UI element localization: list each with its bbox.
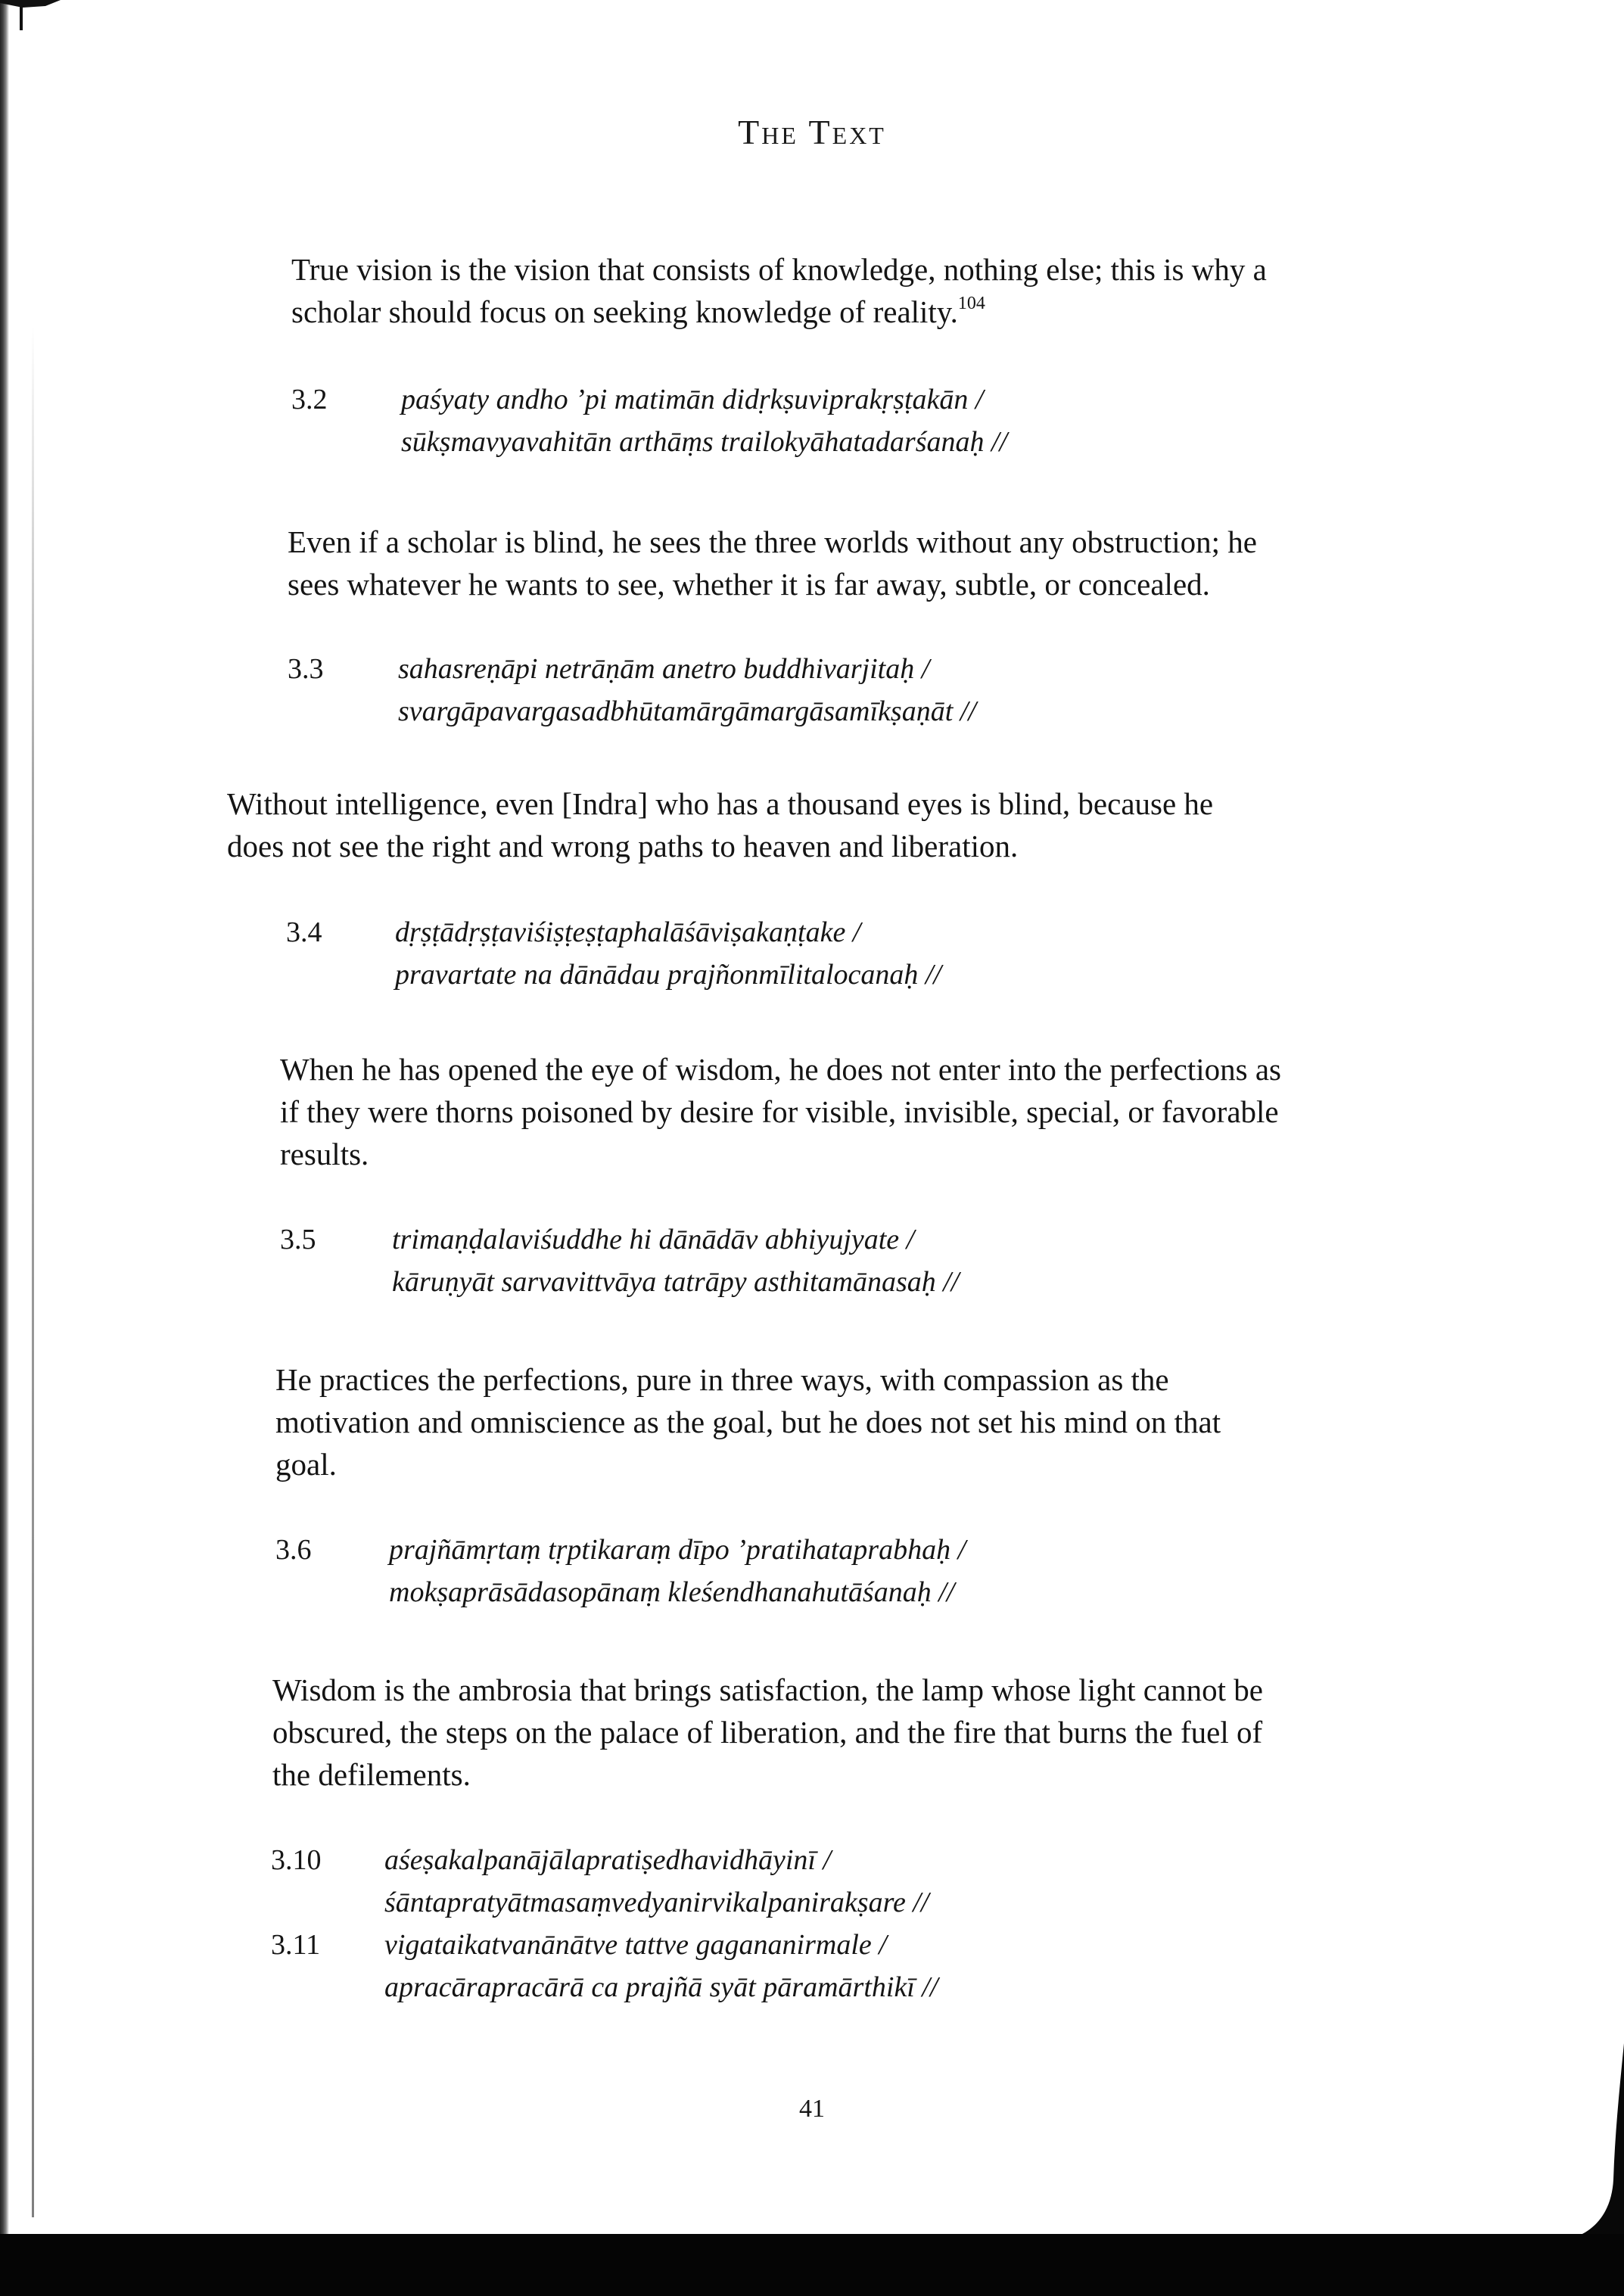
verse-line: kāruṇyāt sarvavittvāya tatrāpy asthitamānasaḥ // — [392, 1266, 960, 1298]
paragraph-text: Even if a scholar is blind, he sees the three worlds without any obstruction; he sees whatever he wants to see, whether it is far away, subtle, or concealed. — [288, 524, 1257, 602]
verse-line: prajñāmṛtaṃ tṛptikaraṃ dīpo ’pratihataprabhaḥ / — [389, 1534, 966, 1566]
translation-paragraph — [272, 1669, 1290, 1796]
footnote-reference: 104 — [957, 294, 985, 313]
verse-line: trimaṇḍalaviśuddhe hi dānādāv abhiyujyate / — [392, 1224, 915, 1255]
page-number: 41 — [799, 2095, 825, 2123]
verse-lines — [398, 648, 976, 733]
verse-block — [271, 1839, 1255, 1930]
verse-line: dṛṣṭādṛṣṭaviśiṣṭeṣṭaphalāśāviṣakaṇṭake / — [395, 916, 861, 948]
verse-number: 3.6 — [275, 1534, 312, 1566]
verse-line: śāntapratyātmasaṃvedyanirvikalpanirakṣare // — [384, 1887, 929, 1918]
verse-number: 3.4 — [286, 916, 322, 948]
verse-number: 3.5 — [280, 1224, 316, 1255]
verse-lines — [384, 1924, 938, 2008]
scan-bottom-band — [0, 2234, 1624, 2296]
verse-line: sūkṣmavyavahitān arthāṃs trailokyāhatadarśanaḥ // — [401, 426, 1008, 458]
scan-page-curl — [1566, 2043, 1624, 2240]
translation-paragraph — [275, 1358, 1290, 1486]
verse-line: paśyaty andho ’pi matimān didṛkṣuviprakṛṣṭakān / — [401, 384, 984, 415]
paragraph-text: True vision is the vision that consists of knowledge, nothing else; this is why a scholar should focus on seeking knowledge of reality. — [291, 252, 1267, 329]
verse-number: 3.11 — [271, 1929, 321, 1961]
verse-lines — [401, 378, 1007, 463]
paragraph-text: Without intelligence, even [Indra] who has a thousand eyes is blind, because he does not see the right and wrong paths to heaven and liberation. — [227, 786, 1214, 863]
translation-paragraph — [291, 248, 1298, 333]
verse-line: svargāpavargasadbhūtamārgāmargāsamīkṣaṇāt // — [398, 695, 976, 727]
paragraph-text: Wisdom is the ambrosia that brings satisfaction, the lamp whose light cannot be obscured, the steps on the palace of liberation, and the fire that burns the fuel of the defilements. — [272, 1672, 1263, 1792]
verse-number: 3.2 — [291, 384, 328, 415]
running-head: The Text — [738, 113, 886, 151]
scan-corner-mark — [0, 0, 61, 30]
scan-spine-shadow — [32, 23, 34, 2217]
verse-lines — [384, 1839, 929, 1924]
verse-line: vigataikatvanānātve tattve gagananirmale / — [384, 1929, 887, 1961]
verse-lines — [392, 1218, 959, 1303]
translation-paragraph — [227, 782, 1271, 867]
verse-line: apracārapracārā ca prajñā syāt pāramārthikī // — [384, 1971, 938, 2003]
paragraph-text: He practices the perfections, pure in three ways, with compassion as the motivation and omniscience as the goal, but he does not set his mind on that goal. — [275, 1362, 1221, 1482]
verse-line: pravartate na dānādau prajñonmīlitalocanaḥ // — [395, 959, 941, 991]
verse-line: sahasreṇāpi netrāṇām anetro buddhivarjitaḥ / — [398, 653, 930, 685]
verse-block — [280, 1218, 1264, 1309]
verse-lines — [389, 1529, 966, 1613]
paragraph-text: When he has opened the eye of wisdom, he does not enter into the perfections as if they were thorns poisoned by desire for visible, invisible, special, or favorable results. — [280, 1052, 1281, 1171]
verse-line: mokṣaprāsādasopānaṃ kleśendhanahutāśanaḥ // — [389, 1576, 955, 1608]
verse-number: 3.10 — [271, 1844, 322, 1876]
translation-paragraph — [288, 521, 1302, 605]
verse-block — [291, 378, 1275, 469]
verse-line: aśeṣakalpanājālapratiṣedhavidhāyinī / — [384, 1844, 832, 1876]
verse-number: 3.3 — [288, 653, 324, 685]
scan-left-edge — [0, 0, 9, 2240]
verse-block — [286, 911, 1270, 1002]
translation-paragraph — [280, 1048, 1294, 1175]
verse-block — [271, 1924, 1255, 2014]
verse-lines — [395, 911, 941, 996]
verse-block — [288, 648, 1271, 739]
verse-block — [275, 1529, 1259, 1619]
